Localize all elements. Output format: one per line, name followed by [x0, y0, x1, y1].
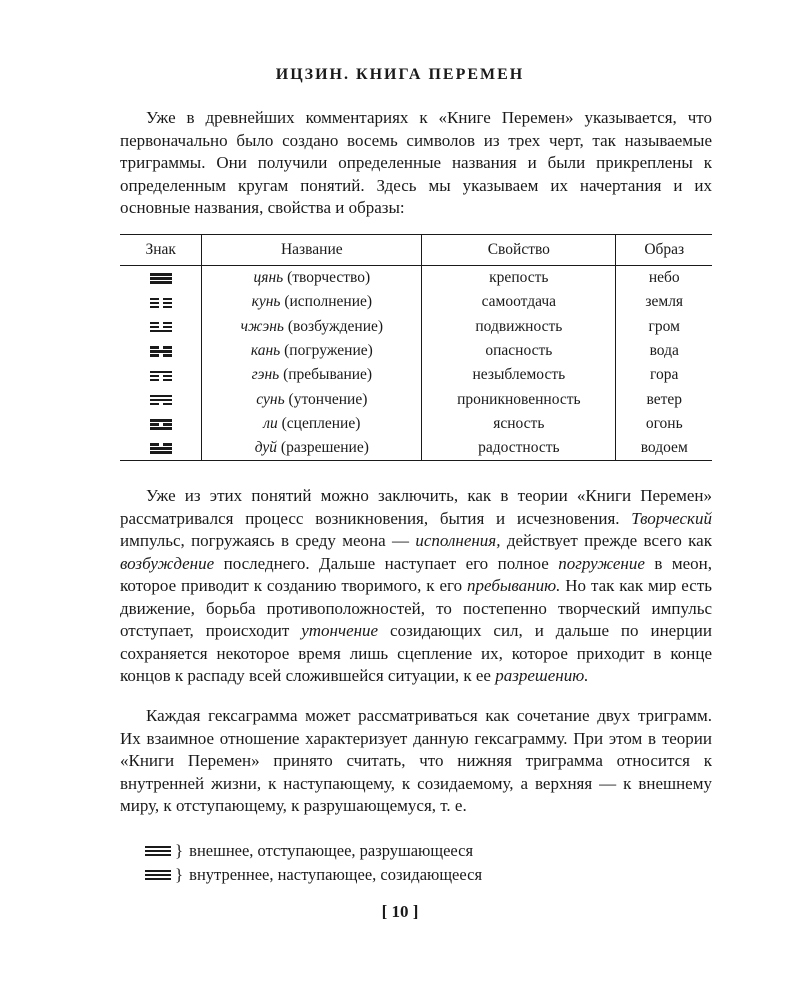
sign-cell [120, 387, 202, 411]
trigram-name: дуй [254, 439, 278, 457]
trigram-name: кань [250, 342, 281, 360]
brace: } [175, 865, 184, 884]
p2-emphasis: исполнения, [415, 531, 501, 550]
p2-text: созидающих сил, и дальше по инерции сохраняется некоторое время лишь сцепление их, которое приходит в конце концов к распаду всей сложившейся ситуации, к ее [120, 621, 713, 685]
table-row [120, 363, 712, 387]
table-row [120, 290, 712, 314]
table-row [120, 339, 712, 363]
p2-emphasis: Творческий [631, 508, 712, 528]
p2-text: импульс, погружаясь в среду меона — [120, 531, 416, 550]
property-cell: радостность [422, 436, 616, 461]
intro-text: Уже в древнейших комментариях к «Книге Перемен» указывается, что первоначально было создано восемь символов из трех черт, так называемые триграммы. Они получили определенные названия и были прикреплены к определенным кругам понятий. Здесь мы указываем их начертания и их основные названия, свойства и образы: [120, 108, 712, 217]
sign-cell [120, 266, 202, 291]
running-head: ИЦЗИН. КНИГА ПЕРЕМЕН [275, 66, 525, 83]
trigram-gloss: (утончение) [288, 390, 368, 408]
table-row [120, 412, 712, 436]
property-cell: опасность [422, 339, 616, 363]
image-cell: гром [616, 315, 712, 339]
p2-text: Но так как мир есть движение, борьба противоположностей, то постепенно творческий импульс отступает, происходит [120, 576, 712, 640]
image-cell: гора [616, 363, 712, 387]
image-cell: ветер [616, 387, 712, 411]
trigram-icon [150, 320, 172, 334]
header-name: Название [202, 235, 422, 266]
image-cell: водоем [616, 436, 712, 461]
image-cell: огонь [616, 412, 712, 436]
header-image: Образ [616, 235, 712, 266]
image-cell: вода [616, 339, 712, 363]
trigram-icon [150, 296, 172, 310]
trigram-name: цянь [253, 269, 284, 287]
sign-cell [120, 363, 202, 387]
trigram-icon [150, 418, 172, 432]
sign-cell [120, 436, 202, 461]
p2-emphasis: разрешению. [495, 666, 589, 685]
sign-cell [120, 290, 202, 314]
trigram-gloss: (творчество) [287, 269, 371, 287]
trigram-icon [150, 393, 172, 407]
trigram-icon [150, 369, 172, 383]
trigram-icon [145, 868, 171, 882]
name-cell [202, 339, 422, 363]
p2-text: последнего. Дальше наступает его полное [214, 553, 559, 573]
p2-emphasis: погружение [558, 553, 645, 573]
trigram-gloss: (разрешение) [280, 439, 369, 457]
image-cell: небо [616, 266, 712, 291]
trigram-gloss: (возбуждение) [287, 317, 384, 335]
table-header-row [120, 235, 712, 266]
p2-text: в меон, которое приводит к созданию творимого, к его [120, 553, 712, 595]
legend-lower-text: внутреннее, наступающее, созидающееся [189, 865, 483, 884]
trigram-icon [150, 442, 172, 456]
table-row [120, 436, 712, 461]
legend-upper [145, 841, 473, 861]
table-row [120, 387, 712, 411]
legend-lower [145, 865, 482, 885]
name-cell [202, 363, 422, 387]
p2-emphasis: возбуждение [120, 553, 215, 573]
trigram-gloss: (погружение) [284, 342, 373, 360]
property-cell: проникновенность [422, 387, 616, 411]
trigram-name: сунь [256, 390, 285, 408]
p2-emphasis: пребыванию. [467, 576, 561, 595]
trigram-name: чжэнь [240, 317, 284, 335]
header-sign: Знак [120, 235, 202, 266]
page-number: [ 10 ] [381, 902, 419, 921]
property-cell: самоотдача [422, 290, 616, 314]
brace: } [175, 841, 184, 860]
property-cell: незыблемость [422, 363, 616, 387]
image-cell: земля [616, 290, 712, 314]
trigram-gloss: (сцепление) [281, 414, 361, 432]
property-cell: крепость [422, 266, 616, 291]
name-cell [202, 290, 422, 314]
sign-cell [120, 412, 202, 436]
name-cell [202, 315, 422, 339]
p2-emphasis: утончение [301, 621, 379, 640]
legend-upper-text: внешнее, отступающее, разрушающееся [189, 841, 474, 860]
analysis-paragraph [120, 485, 712, 688]
name-cell [202, 412, 422, 436]
property-cell: ясность [422, 412, 616, 436]
trigram-name: кунь [251, 293, 281, 311]
name-cell [202, 266, 422, 291]
hexagram-text: Каждая гексаграмма может рассматриваться как сочетание двух триграмм. Их взаимное отношение характеризует данную гексаграмму. При этом в теории «Книги Перемен» принято считать, что нижняя триграмма относится к внутренней жизни, к наступающему, к созидаемому, а верхняя — к внешнему миру, к отступающему, к разрушающемуся, т. е. [120, 706, 712, 815]
name-cell [202, 387, 422, 411]
intro-paragraph [120, 107, 712, 220]
p2-text: действует прежде всего как [500, 531, 712, 550]
p2-text: Уже из этих понятий можно заключить, как в теории «Книги Перемен» рассматривался процесс возникновения, бытия и исчезновения. [120, 486, 712, 528]
trigram-icon [150, 272, 172, 286]
sign-cell [120, 315, 202, 339]
name-cell [202, 436, 422, 461]
trigram-table [120, 234, 712, 461]
trigram-name: гэнь [251, 366, 280, 384]
hexagram-paragraph [120, 705, 712, 818]
trigram-name: ли [263, 414, 278, 432]
trigram-icon [145, 844, 171, 858]
sign-cell [120, 339, 202, 363]
table-row [120, 266, 712, 291]
header-property: Свойство [422, 235, 616, 266]
trigram-gloss: (исполнение) [284, 293, 373, 311]
trigram-gloss: (пребывание) [283, 366, 373, 384]
property-cell: подвижность [422, 315, 616, 339]
table-row [120, 315, 712, 339]
trigram-icon [150, 345, 172, 359]
